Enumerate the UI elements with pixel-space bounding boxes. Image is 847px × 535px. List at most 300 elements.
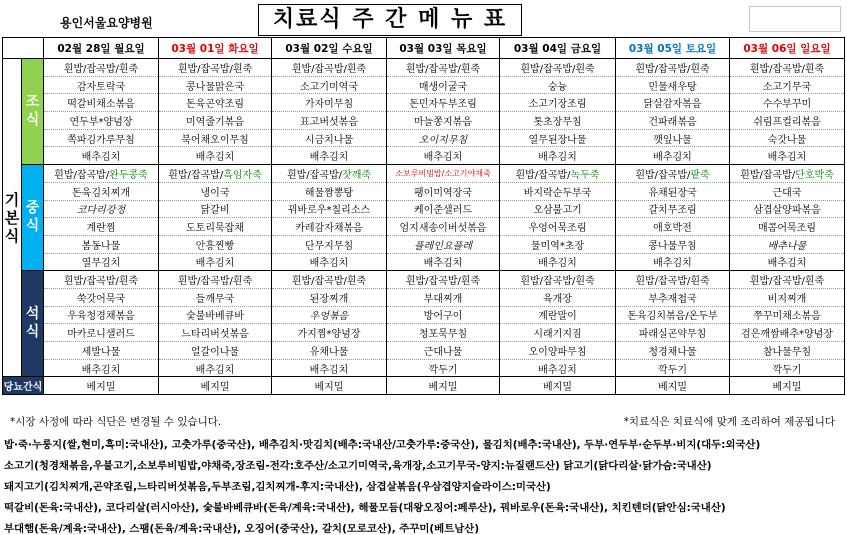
menu-cell — [500, 94, 616, 112]
menu-cell — [272, 324, 387, 342]
dish-name: 가자미무침 — [304, 99, 354, 111]
menu-cell — [44, 129, 159, 147]
menu-cell — [387, 112, 500, 130]
menu-cell — [272, 129, 387, 147]
menu-cell — [159, 59, 272, 77]
menu-cell — [159, 288, 272, 306]
day-header: 03월 05일 토요일 — [616, 38, 730, 59]
dish-name: 깍두기 — [658, 364, 687, 376]
dish-name: 배추김치 — [767, 152, 807, 164]
menu-cell — [730, 342, 845, 360]
menu-row — [3, 182, 845, 200]
menu-row — [3, 271, 845, 289]
menu-cell — [44, 200, 159, 218]
menu-cell — [387, 359, 500, 377]
dish-name: 떡갈비채소볶음 — [67, 99, 135, 111]
menu-cell — [159, 324, 272, 342]
dish-name: 배추김치 — [309, 152, 349, 164]
special-dish-name: 소보루비빔밥/소고기야채죽 — [395, 168, 491, 178]
dish-name: 배추김치 — [423, 152, 463, 164]
menu-row — [3, 218, 845, 236]
menu-cell — [730, 324, 845, 342]
dish-name: 흰밥/잡곡밥/ — [740, 169, 796, 181]
dish-name: 배추김치 — [653, 258, 692, 270]
dish-name: 근대국 — [772, 187, 802, 199]
menu-cell — [730, 112, 845, 130]
dish-name: 흰밥/잡곡밥/흰죽 — [405, 63, 481, 75]
porridge-name: 녹두죽 — [570, 169, 600, 181]
menu-cell — [387, 218, 500, 236]
dish-name: 흰밥/잡곡밥/흰죽 — [291, 276, 367, 288]
menu-cell — [272, 76, 387, 94]
origin-line: 떡갈비(돈육:국내산), 코다리살(러시아산), 숯불바베큐바(돈육/계육:국내산), 해물모듬(대왕오징어:페루산), 꿔바로우(돈육:국내산), 치킨텐더(닭안심:국내산) — [4, 502, 726, 514]
dish-name: 마늘쫑지볶음 — [414, 116, 472, 128]
category-label: 기 본 식 — [3, 59, 22, 377]
dish-name: 숯불바베큐바 — [186, 311, 244, 323]
dish-name: 흰밥/잡곡밥/흰죽 — [177, 63, 253, 75]
meal-label-dinner: 석 식 — [22, 271, 44, 377]
menu-cell — [44, 147, 159, 165]
dish-name: 우엉어묵조림 — [528, 223, 587, 235]
note-left: *시장 사정에 따라 식단은 변경될 수 있습니다. — [10, 416, 222, 428]
corner-box — [749, 6, 841, 32]
menu-cell — [500, 271, 616, 289]
menu-cell — [387, 271, 500, 289]
menu-cell — [44, 359, 159, 377]
menu-cell — [730, 94, 845, 112]
day-header: 03월 04일 금요일 — [500, 38, 616, 59]
menu-cell — [500, 112, 616, 130]
menu-cell — [44, 342, 159, 360]
menu-cell — [616, 182, 730, 200]
menu-cell — [387, 76, 500, 94]
dish-name: 갈치무조림 — [648, 205, 697, 217]
meal-label-lunch: 중 식 — [22, 165, 44, 271]
menu-cell — [730, 306, 845, 324]
menu-cell — [500, 235, 616, 253]
menu-cell — [616, 129, 730, 147]
menu-row — [3, 359, 845, 377]
dish-name: 안흥찐빵 — [195, 240, 235, 252]
menu-cell — [44, 253, 159, 271]
dish-name: 배추김치 — [309, 258, 349, 270]
dish-name: 흰밥/잡곡밥/흰죽 — [63, 276, 139, 288]
dish-name: 매콤어묵조림 — [758, 223, 816, 235]
menu-cell — [272, 182, 387, 200]
dish-name: 세발나물 — [81, 346, 121, 358]
dish-name: 느타리버섯볶음 — [181, 329, 249, 341]
dish-name: 돈민자두부조림 — [409, 99, 477, 111]
menu-cell — [500, 182, 616, 200]
menu-cell — [616, 306, 730, 324]
dish-name: 숙갓나물 — [767, 134, 807, 146]
dish-name: 콩나물무침 — [648, 240, 697, 252]
snack-label: 당뇨간식 — [3, 377, 44, 395]
menu-cell — [272, 271, 387, 289]
header — [0, 0, 847, 36]
snack-cell: 베지밀 — [272, 377, 387, 395]
menu-cell — [159, 342, 272, 360]
dish-name: 우육청경채볶음 — [67, 311, 135, 323]
menu-cell — [616, 359, 730, 377]
dish-name: 흰밥/잡곡밥/흰죽 — [177, 276, 253, 288]
menu-cell — [387, 253, 500, 271]
dish-name: 애호박전 — [653, 223, 692, 235]
menu-cell — [272, 200, 387, 218]
menu-cell — [272, 165, 387, 183]
day-header: 02월 28일 월요일 — [44, 38, 159, 59]
menu-cell — [730, 182, 845, 200]
porridge-name: 팥죽 — [690, 169, 710, 181]
dish-name: 계란말이 — [538, 311, 577, 323]
origin-line: 소고기(청경채볶음,우불고기,소보루비빔밥,야채죽,장조림-전각:호주산/소고기미역국,육개장,소고기무국-양지:뉴질랜드산) 닭고기(닭다리살·닭가슴:국내산) — [4, 460, 712, 472]
menu-cell — [387, 129, 500, 147]
dish-name: 매생이굴국 — [418, 81, 468, 93]
menu-cell — [730, 76, 845, 94]
menu-cell — [616, 165, 730, 183]
dish-name: 가지찜*양념장 — [297, 329, 361, 341]
dish-name: 흰밥/잡곡밥/흰죽 — [63, 63, 139, 75]
menu-cell — [730, 147, 845, 165]
origin-line: 부대햄(돈육/계육:국내산), 스팸(돈육/계육:국내산), 오징어(중국산), 갈치(모로코산), 주꾸미(베트남산) — [4, 523, 480, 535]
menu-cell — [730, 218, 845, 236]
dish-name: 소고기미역국 — [300, 81, 358, 93]
menu-cell — [730, 288, 845, 306]
menu-cell — [387, 59, 500, 77]
dish-name: 들깨무국 — [195, 293, 235, 305]
menu-cell — [616, 253, 730, 271]
dish-name: 흰밥/잡곡밥/ — [286, 169, 343, 181]
dish-name: 배추김치 — [423, 258, 463, 270]
menu-cell — [730, 200, 845, 218]
menu-cell — [387, 94, 500, 112]
menu-cell — [730, 59, 845, 77]
menu-cell — [159, 359, 272, 377]
dish-name: 흰밥/잡곡밥/흰죽 — [405, 276, 481, 288]
porridge-name: 단호박죽 — [795, 169, 834, 181]
dish-name: 계란찜 — [86, 223, 116, 235]
dish-name: 돈육곤약조림 — [186, 99, 244, 111]
menu-cell — [44, 288, 159, 306]
dish-name: 참나물무침 — [762, 346, 812, 358]
dish-name: 마카로니샐러드 — [67, 329, 135, 341]
dish-name: 유채된장국 — [648, 187, 697, 199]
menu-cell — [272, 112, 387, 130]
dish-name: 엄지새송이버섯볶음 — [399, 223, 487, 235]
menu-cell — [730, 235, 845, 253]
dish-name: 물미역*초장 — [530, 240, 585, 252]
dish-name: 파래실곤약무침 — [638, 329, 707, 341]
dish-name: 건파래볶음 — [648, 116, 697, 128]
dish-name: 청포묵무침 — [418, 329, 468, 341]
menu-cell — [272, 288, 387, 306]
dish-name: 도토리묵잡채 — [186, 223, 244, 235]
snack-cell: 베지밀 — [730, 377, 845, 395]
menu-cell — [44, 94, 159, 112]
menu-cell — [500, 147, 616, 165]
dish-name: 부대찌개 — [423, 293, 463, 305]
dish-name: 케이준샐러드 — [414, 205, 472, 217]
dish-name: 쪽파김가루무침 — [67, 134, 135, 146]
menu-cell — [500, 218, 616, 236]
menu-cell — [272, 342, 387, 360]
dish-name: 깍두기 — [428, 364, 458, 376]
menu-cell — [500, 324, 616, 342]
dish-name: 오이양파무침 — [528, 346, 587, 358]
dish-name: 카레감자채볶음 — [295, 223, 363, 235]
dish-name: 흰밥/잡곡밥/흰죽 — [291, 63, 367, 75]
day-header-row — [3, 38, 845, 59]
menu-cell — [730, 359, 845, 377]
dish-name: 배추김치 — [538, 152, 577, 164]
dish-name: 검은깨쌈배추*양념장 — [741, 329, 833, 341]
dish-name: 배추김치 — [195, 152, 235, 164]
menu-cell — [44, 306, 159, 324]
menu-cell — [616, 324, 730, 342]
menu-cell — [44, 218, 159, 236]
menu-row — [3, 76, 845, 94]
menu-cell — [387, 165, 500, 183]
menu-cell — [730, 253, 845, 271]
menu-cell — [159, 200, 272, 218]
dish-name: 청경채나물 — [648, 346, 697, 358]
dish-name: 깍두기 — [772, 364, 802, 376]
dish-name: 방어구이 — [423, 311, 463, 323]
dish-name: 근대나물 — [423, 346, 463, 358]
dish-name: 흰밥/잡곡밥/흰죽 — [749, 276, 825, 288]
dish-name: 해물짬뽕탕 — [304, 187, 354, 199]
dish-name: 비지찌개 — [767, 293, 807, 305]
menu-row — [3, 253, 845, 271]
menu-row — [3, 288, 845, 306]
dish-name: 삼겹살양파볶음 — [753, 205, 821, 217]
menu-cell — [500, 129, 616, 147]
dish-name: 연두부*양념장 — [69, 116, 133, 128]
dish-name: 냉이국 — [200, 187, 230, 199]
menu-cell — [159, 165, 272, 183]
origin-line: 돼지고기(김치찌개,곤약조림,느타리버섯볶음,두부조림,김치찌개-후지:국내산), 삼겹살볶음(우삼겹양지슬라이스:미국산) — [4, 481, 551, 493]
dish-name: 배추김치 — [767, 258, 807, 270]
menu-row — [3, 94, 845, 112]
menu-cell — [159, 235, 272, 253]
menu-cell — [159, 271, 272, 289]
menu-cell — [44, 59, 159, 77]
dish-name: 팽이미역장국 — [414, 187, 472, 199]
dish-name: 쑥갓어묵국 — [76, 293, 126, 305]
dish-name: 북어채오이무침 — [181, 134, 249, 146]
dish-name: 흰밥/잡곡밥/흰죽 — [749, 63, 825, 75]
menu-cell — [272, 235, 387, 253]
dish-name: 플레인요플레 — [414, 240, 472, 252]
dish-name: 오이지무침 — [418, 134, 468, 146]
menu-row — [3, 112, 845, 130]
dish-name: 꿔바로우*칠리소스 — [287, 205, 371, 217]
menu-cell — [730, 129, 845, 147]
dish-name: 된장찌개 — [309, 293, 349, 305]
day-header: 03월 01일 화요일 — [159, 38, 272, 59]
menu-cell — [500, 59, 616, 77]
day-header: 03월 03일 목요일 — [387, 38, 500, 59]
menu-cell — [500, 200, 616, 218]
dish-name: 흰밥/잡곡밥/ — [54, 169, 110, 181]
menu-cell — [387, 342, 500, 360]
menu-cell — [159, 94, 272, 112]
dish-name: 깻잎나물 — [653, 134, 692, 146]
menu-row — [3, 129, 845, 147]
dish-name: 닭갈비 — [200, 205, 230, 217]
snack-cell: 베지밀 — [44, 377, 159, 395]
dish-name: 흰밥/잡곡밥/흰죽 — [520, 276, 595, 288]
menu-row — [3, 147, 845, 165]
menu-cell — [44, 324, 159, 342]
dish-name: 흰밥/잡곡밥/ — [168, 169, 224, 181]
dish-name: 소고기무국 — [762, 81, 812, 93]
menu-cell — [500, 253, 616, 271]
notes-section — [0, 409, 847, 533]
porridge-name: 완두콩죽 — [109, 169, 148, 181]
dish-name: 흰밥/잡곡밥/흰죽 — [635, 63, 710, 75]
menu-cell — [616, 147, 730, 165]
menu-cell — [159, 182, 272, 200]
day-header: 03월 06일 일요일 — [730, 38, 845, 59]
menu-cell — [272, 359, 387, 377]
snack-cell: 베지밀 — [387, 377, 500, 395]
dish-name: 배추김치 — [195, 364, 235, 376]
snack-cell: 베지밀 — [159, 377, 272, 395]
menu-cell — [500, 165, 616, 183]
dish-name: 육개장 — [543, 293, 572, 305]
note-right: *치료식은 치료식에 맞게 조리하여 제공됩니다 — [623, 416, 835, 428]
dish-name: 유채나물 — [309, 346, 349, 358]
menu-cell — [387, 288, 500, 306]
menu-cell — [272, 218, 387, 236]
menu-row — [3, 200, 845, 218]
page-title: 치료식 주 간 메 뉴 표 — [258, 4, 522, 36]
dish-name: 소고기장조림 — [528, 99, 587, 111]
dish-name: 시금치나물 — [304, 134, 354, 146]
dish-name: 열무된장나물 — [528, 134, 587, 146]
menu-cell — [730, 165, 845, 183]
dish-name: 배추나물 — [767, 240, 807, 252]
dish-name: 배추김치 — [538, 364, 577, 376]
menu-cell — [730, 271, 845, 289]
corner-cell — [3, 38, 44, 59]
menu-cell — [44, 182, 159, 200]
menu-row — [3, 324, 845, 342]
dish-name: 열무김치 — [81, 258, 121, 270]
menu-row — [3, 235, 845, 253]
menu-cell — [44, 76, 159, 94]
menu-cell — [500, 76, 616, 94]
dish-name: 콩나물맑은국 — [186, 81, 244, 93]
menu-row — [3, 342, 845, 360]
dish-name: 부추재첩국 — [648, 293, 697, 305]
menu-cell — [616, 76, 730, 94]
weekly-menu-table — [2, 37, 845, 395]
menu-cell — [500, 306, 616, 324]
menu-cell — [616, 342, 730, 360]
menu-cell — [159, 129, 272, 147]
menu-cell — [616, 218, 730, 236]
menu-cell — [616, 200, 730, 218]
dish-name: 톳초장무침 — [533, 116, 582, 128]
day-header: 03월 02일 수요일 — [272, 38, 387, 59]
dish-name: 우엉볶음 — [309, 311, 349, 323]
dish-name: 민물새우탕 — [648, 81, 697, 93]
menu-cell — [387, 235, 500, 253]
menu-cell — [387, 147, 500, 165]
menu-cell — [500, 359, 616, 377]
dish-name: 미역줄기볶음 — [186, 116, 244, 128]
menu-cell — [159, 112, 272, 130]
menu-cell — [159, 147, 272, 165]
menu-row — [3, 59, 845, 77]
menu-cell — [272, 59, 387, 77]
porridge-name: 흑임자죽 — [223, 169, 262, 181]
dish-name: 코다리강정 — [76, 205, 126, 217]
dish-name: 배추김치 — [195, 258, 235, 270]
dish-name: 숭늉 — [547, 81, 568, 93]
menu-row — [3, 165, 845, 183]
menu-cell — [159, 218, 272, 236]
dish-name: 돈육김치볶음/온두부 — [627, 311, 718, 323]
menu-cell — [44, 235, 159, 253]
menu-cell — [616, 94, 730, 112]
menu-cell — [616, 271, 730, 289]
dish-name: 표고버섯볶음 — [300, 116, 358, 128]
menu-cell — [387, 306, 500, 324]
dish-name: 배추김치 — [81, 152, 121, 164]
dish-name: 돈육김치찌개 — [72, 187, 130, 199]
snack-cell: 베지밀 — [616, 377, 730, 395]
dish-name: 배추김치 — [309, 364, 349, 376]
menu-cell — [272, 147, 387, 165]
menu-cell — [500, 342, 616, 360]
dish-name: 봄동나물 — [81, 240, 121, 252]
dish-name: 흰밥/잡곡밥/흰죽 — [635, 276, 710, 288]
menu-cell — [44, 165, 159, 183]
porridge-name: 잣깨죽 — [342, 169, 372, 181]
dish-name: 오삼불고기 — [533, 205, 582, 217]
menu-cell — [272, 306, 387, 324]
dish-name: 닭살감자볶음 — [643, 99, 702, 111]
dish-name: 흰밥/잡곡밥/ — [515, 169, 571, 181]
menu-cell — [616, 288, 730, 306]
menu-cell — [616, 59, 730, 77]
menu-cell — [44, 112, 159, 130]
snack-row — [3, 377, 845, 395]
menu-cell — [44, 271, 159, 289]
dish-name: 흰밥/잡곡밥/흰죽 — [520, 63, 595, 75]
dish-name: 배추김치 — [538, 258, 577, 270]
dish-name: 바지락순두부국 — [523, 187, 592, 199]
snack-cell: 베지밀 — [500, 377, 616, 395]
menu-cell — [387, 182, 500, 200]
menu-row — [3, 306, 845, 324]
meal-label-breakfast: 조 식 — [22, 59, 44, 165]
origin-line: 밥·죽·누룽지(쌀,현미,흑미:국내산), 고춧가루(중국산), 배추김치·맛김치(배추:국내산/고춧가루:중국산), 물김치(배추:국내산), 두부·연두부·순두부·비지(대두:외국산) — [4, 439, 761, 451]
dish-name: 수수부꾸미 — [762, 99, 812, 111]
menu-cell — [159, 76, 272, 94]
dish-name: 쉬림프컬리볶음 — [753, 116, 821, 128]
dish-name: 배추김치 — [653, 152, 692, 164]
menu-cell — [272, 253, 387, 271]
dish-name: 감자토락국 — [76, 81, 126, 93]
menu-cell — [272, 94, 387, 112]
dish-name: 흰밥/잡곡밥/ — [635, 169, 691, 181]
menu-cell — [159, 306, 272, 324]
dish-name: 배추김치 — [81, 364, 121, 376]
